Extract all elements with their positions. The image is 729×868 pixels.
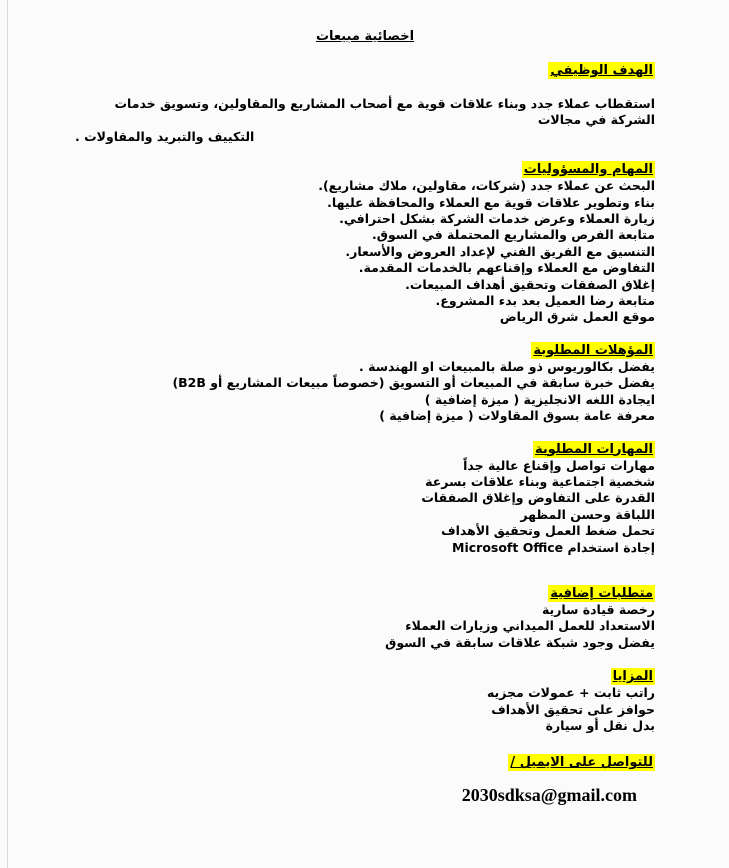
list-item: التفاوض مع العملاء وإقناعهم بالخدمات المقدمة. [358, 260, 655, 276]
list-item: البحث عن عملاء جدد (شركات، مقاولين، ملاك مشاريع). [318, 178, 655, 194]
list-item: اللباقة وحسن المظهر [520, 506, 655, 522]
page-left-edge [7, 0, 8, 868]
section-objective [75, 61, 655, 145]
contact-email: 2030sdksa@gmail.com [461, 785, 637, 806]
list-item: حوافز على تحقيق الأهداف [491, 701, 655, 717]
section-header-skills: المهارات المطلوبة [535, 441, 653, 457]
section-skills [75, 440, 655, 556]
section-responsibilities [75, 160, 655, 326]
list-item: رخصة قيادة سارية [541, 601, 655, 617]
list-item: متابعة رضا العميل بعد بدء المشروع. [435, 293, 655, 309]
section-header-additional-requirements: متطلبات إضافية [550, 585, 653, 601]
list-item: بدل نقل أو سيارة [545, 717, 655, 733]
document-body [75, 0, 655, 806]
list-item: تحمل ضغط العمل وتحقيق الأهداف [441, 523, 655, 539]
list-item: معرفة عامة بسوق المقاولات ( ميزة إضافية ) [379, 408, 655, 424]
list-item: شخصية اجتماعية وبناء علاقات بسرعة [425, 473, 655, 489]
list-item: يفضل بكالوريوس ذو صلة بالمبيعات او الهندسة . [359, 358, 655, 374]
list-item: يفضل خبرة سابقة في المبيعات أو التسويق (خصوصاً مبيعات المشاريع أو B2B) [172, 375, 655, 391]
list-item: متابعة الفرص والمشاريع المحتملة في السوق. [372, 227, 655, 243]
section-header-responsibilities: المهام والمسؤوليات [523, 162, 653, 178]
list-item: مهارات تواصل وإقناع عالية جداً [463, 457, 655, 473]
objective-line: استقطاب عملاء جدد وبناء علاقات قوية مع أصحاب المشاريع والمقاولين، وتسويق خدمات الشركة في مجالات [114, 96, 655, 128]
list-item: زيارة العملاء وعرض خدمات الشركة بشكل احترافي. [339, 211, 655, 227]
document-title: اخصائية مبيعات [315, 29, 415, 44]
objective-line: التكييف والتبريد والمقاولات . [75, 128, 255, 144]
list-item: إجادة استخدام Microsoft Office [452, 539, 655, 555]
list-item: بناء وتطوير علاقات قوية مع العملاء والمحافظة عليها. [327, 194, 655, 210]
list-item: التنسيق مع الفريق الفني لإعداد العروض والأسعار. [345, 243, 655, 259]
list-item: إغلاق الصفقات وتحقيق أهداف المبيعات. [405, 276, 655, 292]
list-item: راتب ثابت + عمولات مجزيه [486, 685, 655, 701]
section-header-qualifications: المؤهلات المطلوبة [533, 342, 653, 358]
list-item: الاستعداد للعمل الميداني وزيارات العملاء [405, 618, 655, 634]
list-item: يفضل وجود شبكة علاقات سابقة في السوق [385, 634, 655, 650]
list-item: القدرة على التفاوض وإغلاق الصفقات [421, 490, 655, 506]
section-header-benefits: المزايا [612, 669, 653, 685]
section-additional-requirements [75, 584, 655, 651]
section-header-objective: الهدف الوظيفي [550, 63, 653, 78]
list-item: ايجادة اللغه الانجليزية ( ميزة إضافية ) [424, 391, 655, 407]
contact-section [75, 753, 655, 771]
list-item: موقع العمل شرق الرياض [499, 309, 655, 325]
section-qualifications [75, 341, 655, 425]
contact-header: للتواصل على الايميل / [510, 755, 653, 771]
section-benefits [75, 667, 655, 734]
